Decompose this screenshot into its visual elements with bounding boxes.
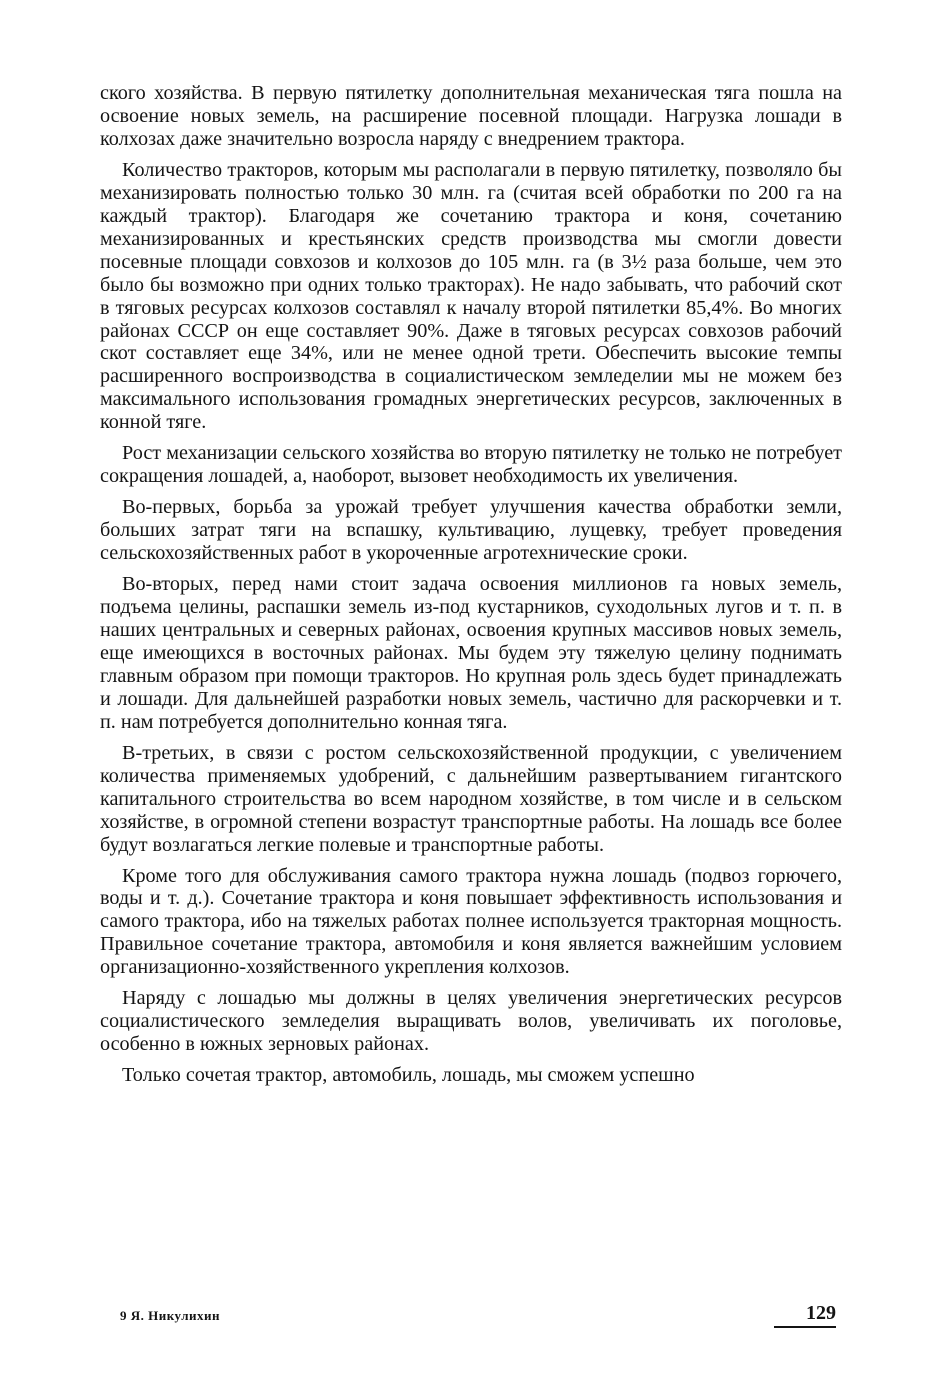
paragraph-continuation: ского хозяйства. В первую пятилетку дополнительная механическая тяга пошла на освоение новых земель, на расширение посевной площади. Нагрузка лошади в колхозах даже значительно возросла наряду с внедрением трактора.: [100, 82, 842, 150]
page-footer: [100, 1304, 842, 1334]
paragraph-oxen: Наряду с лошадью мы должны в целях увеличения энергетических ресурсов социалистического земледелия выращивать волов, увеличивать их поголовье, особенно в южных зерновых районах.: [100, 987, 842, 1056]
page-number: 129: [806, 1302, 836, 1324]
paragraph-tractor-count: Количество тракторов, которым мы располагали в первую пятилетку, позволяло бы механизировать полностью только 30 млн. га (считая всей обработки по 200 га на каждый трактор). Благодаря же сочетанию трактора и коня, сочетанию механизированных и крестьянских средств производства мы смогли довести посевные площади совхозов и колхозов до 105 млн. га (в 3½ раза больше, чем это было бы возможно при одних только тракторах). Не надо забывать, что рабочий скот в тяговых ресурсах колхозов составлял к началу второй пятилетки 85,4%. Во многих районах СССР он еще составляет 90%. Даже в тяговых ресурсах совхозов рабочий скот составляет еще 34%, или не менее одной трети. Обеспечить высокие темпы расширенного воспроизводства в социалистическом земледелии мы не можем без максимального использования громадных энергетических ресурсов, заключенных в конной тяге.: [100, 158, 842, 434]
page-number-rule: [774, 1326, 836, 1328]
paragraph-mechanization-growth: Рост механизации сельского хозяйства во вторую пятилетку не только не потребует сокращения лошадей, а, наоборот, вызовет необходимость их увеличения.: [100, 442, 842, 488]
paragraph-firstly: Во-первых, борьба за урожай требует улучшения качества обработки земли, больших затрат тяги на вспашку, культивацию, лущевку, требует проведения сельскохозяйственных работ в укороченные агротехнические сроки.: [100, 496, 842, 565]
paragraph-tractor-service: Кроме того для обслуживания самого трактора нужна лошадь (подвоз горючего, воды и т. д.). Сочетание трактора и коня повышает эффективность использования и самого трактора, ибо на тяжелых работах полнее используется тракторная мощность. Правильное сочетание трактора, автомобиля и коня является важнейшим условием организационно-хозяйственного укрепления колхозов.: [100, 864, 842, 979]
paragraph-thirdly: В-третьих, в связи с ростом сельскохозяйственной продукции, с увеличением количества применяемых удобрений, с дальнейшим развертыванием гигантского капитального строительства во всем народном хозяйстве, в том числе и в сельском хозяйстве, в огромной степени возрастут транспортные работы. На лошадь все более будут возлагаться легкие полевые и транспортные работы.: [100, 741, 842, 856]
body-text: [100, 82, 842, 1095]
paragraph-secondly: Во-вторых, перед нами стоит задача освоения миллионов га новых земель, подъема целины, распашки земель из-под кустарников, суходольных лугов и т. п. в наших центральных и северных районах, освоения крупных массивов новых земель, еще имеющихся в восточных районах. Мы будем эту тяжелую целину поднимать главным образом при помощи тракторов. Но крупная роль здесь будет принадлежать и лошади. Для дальнейшей разработки новых земель, частично для раскорчевки и т. п. нам потребуется дополнительно конная тяга.: [100, 573, 842, 733]
printer-signature: 9 Я. Никулихин: [120, 1308, 220, 1323]
paragraph-final: Только сочетая трактор, автомобиль, лошадь, мы сможем успешно: [122, 1064, 695, 1087]
